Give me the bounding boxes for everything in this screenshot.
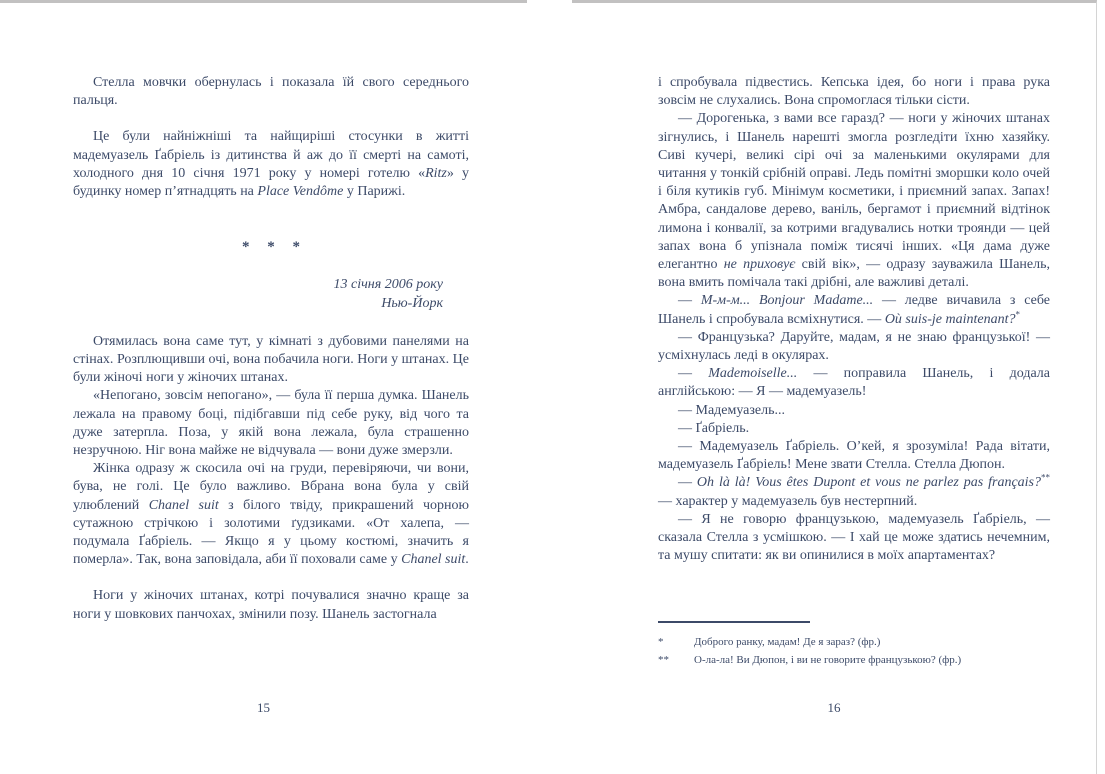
text-run: «Непогано, зовсім непогано», — була її перша думка. Шанель лежала на правому боці, підібгавши під себе руку, від чого та дуже затерпла. Поза, у якій вона лежала, була страшенно незручною. Ніг вона майже не відчувала — вони дуже змерзли. <box>73 388 469 459</box>
paragraph <box>73 587 469 623</box>
footnote-row <box>658 633 1050 651</box>
paragraph <box>658 402 1050 420</box>
italic-text-run: Ritz <box>425 165 447 181</box>
italic-text-run: Chanel suit <box>148 497 219 513</box>
italic-text-run: Oh là là! Vous êtes Dupont et vous ne parlez pas français? <box>696 475 1042 491</box>
footnote-ref: * <box>1015 308 1020 319</box>
text-run: — Французька? Даруйте, мадам, я не знаю французької! — усміхнулась леді в окулярах. <box>658 329 1050 364</box>
paragraph <box>73 74 469 110</box>
section-break-stars: * * * <box>242 239 307 256</box>
dateline-text: Нью-Йорк <box>381 295 443 311</box>
text-run: у Парижі. <box>343 184 406 200</box>
text-run: » у будинку номер п’ятнадцять на <box>73 165 470 200</box>
text-run: — ледве вичавила з себе Шанель і спробувала всміхнутися. — <box>658 293 1051 327</box>
text-run: — Мадемуазель Ґабріель. О’кей, я зрозуміла! Рада вітати, мадемуазель Ґабріель! Мене звати Стелла. Стелла Дюпон. <box>658 439 1050 473</box>
footnote-text: Доброго ранку, мадам! Де я зараз? (фр.) <box>694 636 881 648</box>
paragraph <box>658 329 1050 365</box>
italic-text-run: Place Vendôme <box>257 184 344 200</box>
paragraph <box>658 74 1050 110</box>
text-run: Жінка одразу ж скосила очі на груди, перевіряючи, чи вони, бува, не голі. Це було важливо. Вбрана вона була у свій улюблений <box>73 461 469 513</box>
italic-text-run: Où suis-je maintenant? <box>884 311 1016 327</box>
text-run: — <box>678 366 709 382</box>
footnote-row <box>658 651 1050 669</box>
text-run: і спробувала підвестись. Кепська ідея, бо ноги і права рука зовсім не слухались. Вона спромоглася тільки сісти. <box>658 75 1050 109</box>
italic-text-run: Chanel suit <box>401 552 466 568</box>
text-run: з білого твіду, прикрашений чорною сутажною стрічкою і золотими ґудзиками. «От халепа, — подумала Ґабріель. — Якщо я у цьому костюмі, значить я померла». Так, вона заповідала, аби її поховали саме у <box>73 497 470 568</box>
text-run: . <box>465 552 469 568</box>
text-run: — Ґабріель. <box>678 420 750 436</box>
text-run: Отямилась вона саме тут, у кімнаті з дубовими панелями на стінах. Розплющивши очі, вона побачила ноги. Ноги у штанах. Це були жіночі ноги у жіночих штанах. <box>73 333 469 386</box>
text-run: — Дорогенька, з вами все гаразд? — ноги у жіночих штанах зігнулись, і Шанель нарешті змогла розгледіти їхню хазяйку. Сиві кучері, великі сірі очі за маленькими окулярами для читання у тонкій срібній оправі. Ледь помітні зморшки коло очей і біля кутиків губ. Мінімум косметики, і приємний запах. Запах! Амбра, сандалове дерево, ваніль, бергамот і приємний відтінок лимона і конвалії, за котрими вгадувались нотки троянди — цей запах вона б упізнала поміж тисячі інших. «Ця дама дуже елегантно <box>658 111 1050 273</box>
left-page-text-column <box>73 74 469 624</box>
footnote-ref: ** <box>1041 472 1051 483</box>
text-run: Це були найніжніші та найщиріші стосунки в житті мадемуазель Ґабріель із дитинства й аж до її смерті на самоті, холодного дня 10 січня 1971 року у номері готелю « <box>73 129 469 181</box>
dateline-text: 13 січня 2006 року <box>333 277 443 293</box>
paragraph <box>658 110 1050 292</box>
paragraph <box>658 365 1050 401</box>
text-run: — характер у мадемуазель був нестерпний. <box>658 493 918 509</box>
book-page-right <box>572 0 1097 774</box>
footnote-marker: ** <box>658 654 669 666</box>
footnote-separator-rule <box>658 621 810 623</box>
italic-text-run: не приховує <box>723 257 796 273</box>
text-run: — Я не говорю французькою, мадемуазель Ґабріель, — сказала Стелла з усмішкою. — І хай це може здатись нечемним, та мушу спитати: як ви опинилися в моїх апартаментах? <box>658 511 1050 564</box>
footnote-marker: * <box>658 636 664 648</box>
right-page-text-column <box>658 74 1050 565</box>
text-run: — Мадемуазель... <box>678 402 786 418</box>
paragraph <box>73 387 469 460</box>
footnote-text: О-ла-ла! Ви Дюпон, і ви не говорите французькою? (фр.) <box>694 654 962 666</box>
dateline <box>73 276 469 312</box>
paragraph <box>73 333 469 388</box>
text-run: — <box>678 475 697 491</box>
italic-text-run: М-м-м... Bonjour Madame... <box>700 293 874 309</box>
right-page-number: 16 <box>827 700 841 715</box>
book-page-left <box>0 0 527 774</box>
paragraph <box>73 128 469 201</box>
footnote-list <box>658 633 1050 669</box>
paragraph <box>658 292 1050 328</box>
paragraph <box>658 438 1050 474</box>
text-run: — <box>678 293 701 309</box>
paragraph <box>73 460 469 569</box>
paragraph <box>658 511 1050 566</box>
text-run: — поправила Шанель, і додала англійською: — Я — мадемуазель! <box>658 366 1051 400</box>
paragraph <box>658 474 1050 510</box>
footnotes-block <box>658 621 1050 669</box>
italic-text-run: Mademoiselle... <box>708 366 798 382</box>
text-run: Стелла мовчки обернулась і показала їй свого середнього пальця. <box>73 75 469 109</box>
paragraph <box>658 420 1050 438</box>
left-page-number: 15 <box>257 700 270 715</box>
text-run: свій вік», — одразу зауважила Шанель, вона вмить помічала такі дрібні, але важливі деталі. <box>658 257 1050 291</box>
text-run: Ноги у жіночих штанах, котрі почувалися значно краще за ноги у шовкових панчохах, змінили позу. Шанель застогнала <box>73 588 469 622</box>
